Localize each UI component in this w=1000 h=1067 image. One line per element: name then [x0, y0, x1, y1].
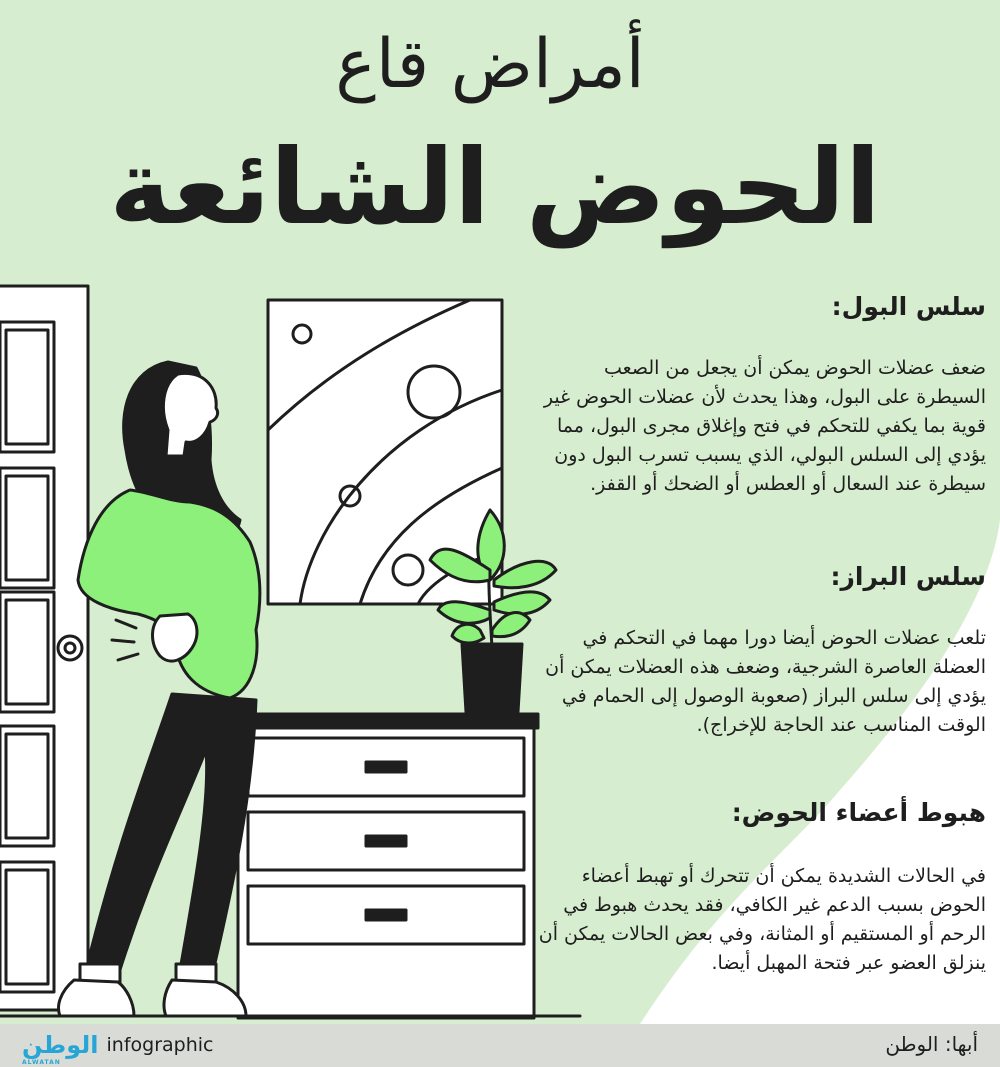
section-body: في الحالات الشديدة يمكن أن تتحرك أو تهبط أعضاء الحوض بسبب الدعم غير الكافي، فقد يحدث هبوط في الرحم أو المستقيم أو المثانة، وفي بعض الحالات يمكن أن ينزلق العضو عبر فتحة المهبل أيضا. [538, 865, 986, 975]
section-pelvic-organ-prolapse-body [536, 862, 986, 978]
source-credit: أبها: الوطن [885, 1032, 978, 1056]
dresser-illustration [232, 714, 538, 1018]
title-line-1: أمراض قاع [335, 25, 645, 104]
section-body: ضعف عضلات الحوض يمكن أن يجعل من الصعب السيطرة على البول، وهذا يحدث لأن عضلات الحوض غير قوية بما يكفي للتحكم في فتح وإغلاق مجرى البول، مما يؤدي إلى السلس البولي، الذي يسبب تسرب البول دون سيطرة عند السعال أو العطس أو الضحك أو القفز. [543, 357, 986, 496]
woman-back-pain-illustration [0, 280, 620, 1030]
section-title: هبوط أعضاء الحوض: [731, 798, 986, 827]
section-title: سلس البول: [831, 292, 986, 321]
section-urinary-incontinence-body [536, 354, 986, 499]
brand-label: infographic [106, 1034, 214, 1056]
footer-brand [22, 1028, 214, 1066]
brand-logo [22, 1031, 99, 1066]
door-illustration [0, 286, 88, 1010]
title-line-2: الحوض الشائعة [109, 126, 881, 248]
section-pelvic-organ-prolapse [536, 798, 986, 828]
brand-logo-sub: ALWATAN [22, 1059, 61, 1066]
section-fecal-incontinence-body [536, 624, 986, 740]
section-fecal-incontinence [536, 562, 986, 592]
section-body: تلعب عضلات الحوض أيضا دورا مهما في التحكم في العضلة العاصرة الشرجية، وضعف هذه العضلات يمكن أن يؤدي إلى سلس البراز (صعوبة الوصول إلى الحمام في الوقت المناسب عند الحاجة للإخراج). [545, 627, 986, 737]
footer-bar [0, 1024, 1000, 1067]
section-urinary-incontinence [536, 292, 986, 322]
section-title: سلس البراز: [830, 562, 986, 591]
brand-logo-text: الوطن [22, 1031, 99, 1059]
